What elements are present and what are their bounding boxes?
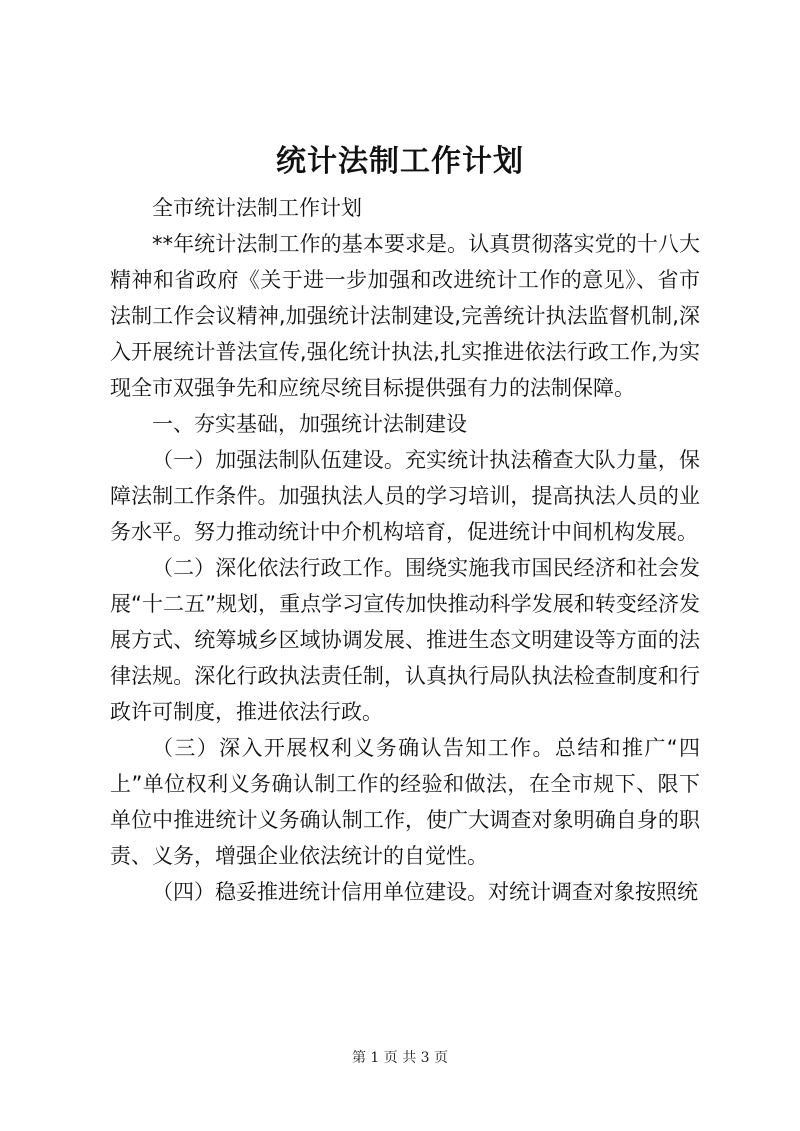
item-paragraph-1: （一）加强法制队伍建设。充实统计执法稽查大队力量，保障法制工作条件。加强执法人员的学习培训，提高执法人员的业务水平。努力推动统计中介机构培育，促进统计中间机构发展。 (110, 448, 700, 544)
item-paragraph-2: （二）深化依法行政工作。围绕实施我市国民经济和社会发展“十二五”规划，重点学习宣传加快推动科学发展和转变经济发展方式、统筹城乡区域协调发展、推进生态文明建设等方面的法律法规。深化行政执法责任制，认真执行局队执法检查制度和行政许可制度，推进依法行政。 (110, 556, 700, 724)
document-body (110, 190, 700, 910)
subtitle-paragraph: 全市统计法制工作计划 (152, 196, 362, 220)
item-paragraph-4: （四）稳妥推进统计信用单位建设。对统计调查对象按照统 (152, 880, 698, 904)
page-footer: 第 1 页 共 3 页 (351, 1050, 449, 1066)
section-heading: 一、夯实基础，加强统计法制建设 (152, 412, 467, 436)
item-paragraph-3: （三）深入开展权利义务确认告知工作。总结和推广“四上”单位权利义务确认制工作的经验和做法，在全市规下、限下单位中推进统计义务确认制工作，使广大调查对象明确自身的职责、义务，增强企业依法统计的自觉性。 (110, 736, 700, 868)
document-title: 统计法制工作计划 (276, 144, 524, 179)
intro-paragraph: **年统计法制工作的基本要求是。认真贯彻落实党的十八大精神和省政府《关于进一步加强和改进统计工作的意见》、省市法制工作会议精神,加强统计法制建设,完善统计执法监督机制,深入开展统计普法宣传,强化统计执法,扎实推进依法行政工作,为实现全市双强争先和应统尽统目标提供强有力的法制保障。 (110, 232, 700, 400)
